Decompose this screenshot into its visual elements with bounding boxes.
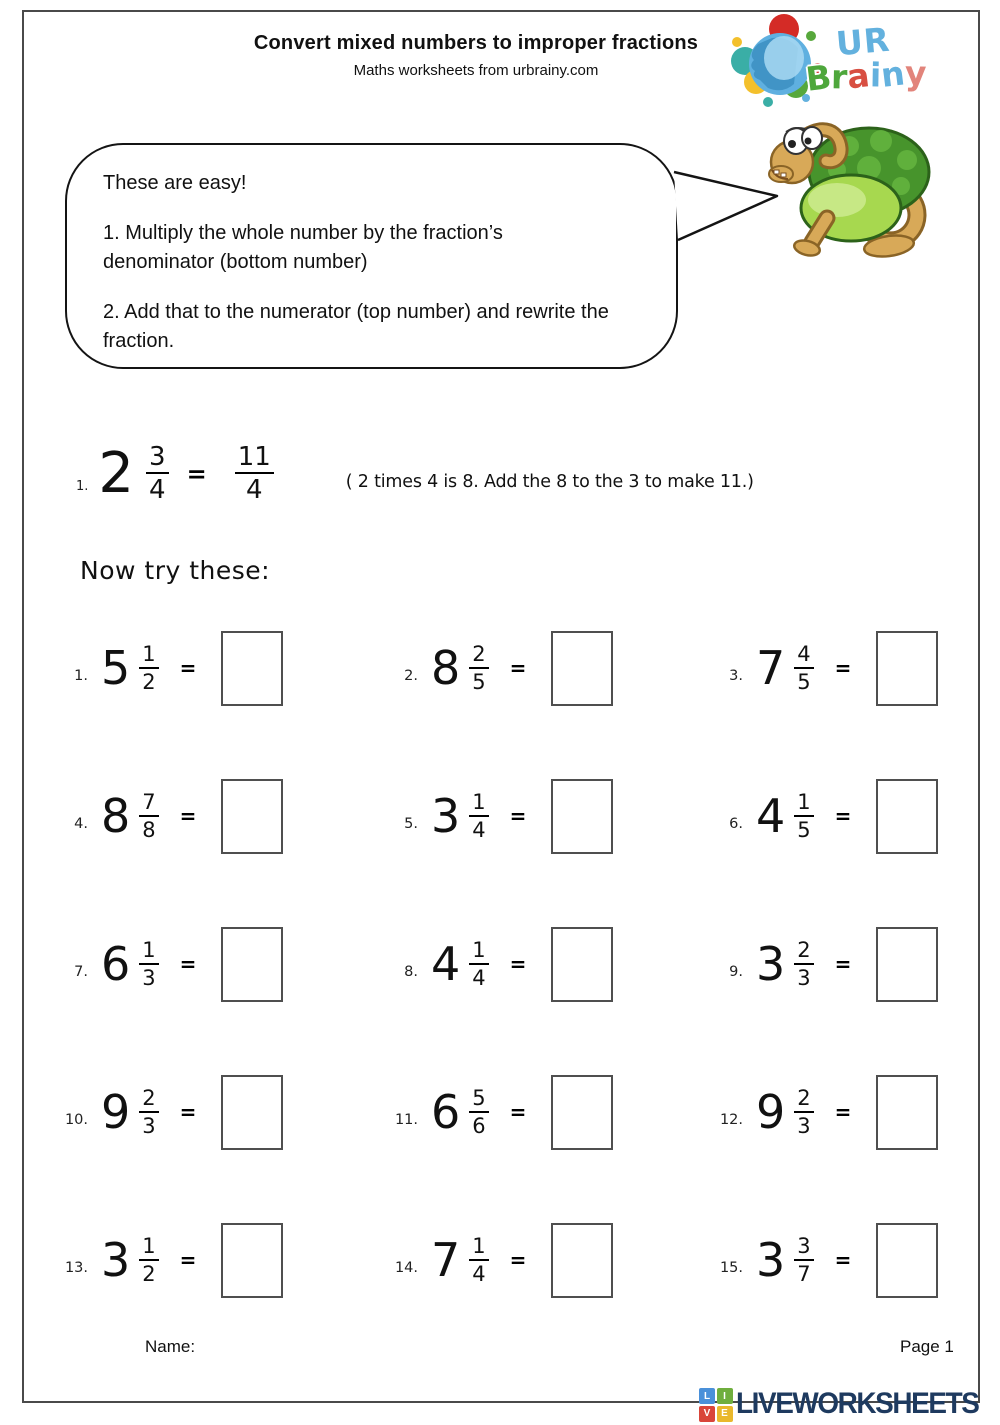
problem-number: 5. bbox=[404, 816, 418, 832]
problem-fraction-numerator: 2 bbox=[794, 1087, 813, 1113]
speech-bubble-tail bbox=[671, 160, 786, 245]
example-result-fraction bbox=[235, 443, 274, 504]
answer-box[interactable] bbox=[551, 631, 613, 706]
liveworksheets-wordmark: LIVEWORKSHEETS bbox=[735, 1387, 978, 1420]
problem-item bbox=[713, 1038, 950, 1186]
problem-number: 2. bbox=[404, 668, 418, 684]
problem-number: 9. bbox=[729, 964, 743, 980]
problem-fraction-denominator: 3 bbox=[142, 1113, 156, 1138]
problem-equals-sign: = bbox=[179, 1248, 197, 1272]
bubble-step2: 2. Add that to the numerator (top number) and rewrite the fraction. bbox=[103, 301, 609, 352]
problem-fraction-denominator: 2 bbox=[142, 1261, 156, 1286]
problem-fraction bbox=[469, 643, 488, 693]
worked-example bbox=[76, 440, 754, 506]
page-title: Convert mixed numbers to improper fractions bbox=[253, 32, 699, 54]
problem-fraction-denominator: 8 bbox=[142, 817, 156, 842]
problem-item bbox=[713, 742, 950, 890]
page-number-label: Page 1 bbox=[900, 1337, 954, 1356]
answer-box[interactable] bbox=[551, 927, 613, 1002]
problem-equals-sign: = bbox=[179, 804, 197, 828]
problem-fraction-denominator: 3 bbox=[142, 965, 156, 990]
problem-fraction-numerator: 4 bbox=[794, 643, 813, 669]
problem-whole-number: 8 bbox=[431, 641, 461, 695]
problem-fraction-numerator: 1 bbox=[139, 643, 158, 669]
problem-fraction bbox=[469, 1235, 488, 1285]
problem-whole-number: 7 bbox=[756, 641, 786, 695]
problem-equals-sign: = bbox=[834, 804, 852, 828]
bubble-step1: 1. Multiply the whole number by the fraction’s denominator (bottom number) bbox=[103, 222, 503, 273]
problem-whole-number: 3 bbox=[756, 1233, 786, 1287]
problem-equals-sign: = bbox=[834, 1100, 852, 1124]
problem-whole-number: 4 bbox=[431, 937, 461, 991]
problem-number: 8. bbox=[404, 964, 418, 980]
problem-item bbox=[388, 1038, 713, 1186]
problem-item bbox=[58, 742, 388, 890]
answer-box[interactable] bbox=[221, 631, 283, 706]
problem-item bbox=[388, 594, 713, 742]
problem-fraction-numerator: 1 bbox=[469, 939, 488, 965]
problem-equals-sign: = bbox=[179, 952, 197, 976]
problem-number: 4. bbox=[74, 816, 88, 832]
problem-fraction bbox=[794, 939, 813, 989]
answer-box[interactable] bbox=[876, 779, 938, 854]
example-fraction-numerator: 3 bbox=[146, 443, 169, 474]
problem-number: 3. bbox=[729, 668, 743, 684]
problem-whole-number: 6 bbox=[101, 937, 131, 991]
problem-fraction bbox=[794, 1087, 813, 1137]
page-subtitle: Maths worksheets from urbrainy.com bbox=[353, 62, 599, 79]
problem-fraction-denominator: 3 bbox=[797, 1113, 811, 1138]
example-result-numerator: 11 bbox=[235, 443, 274, 474]
urbrainy-brainy-text: Brainy bbox=[803, 53, 927, 99]
problem-fraction-denominator: 6 bbox=[472, 1113, 486, 1138]
example-whole-number: 2 bbox=[98, 440, 135, 506]
problem-item bbox=[713, 890, 950, 1038]
problem-number: 12. bbox=[719, 1112, 743, 1128]
problem-fraction bbox=[794, 1235, 813, 1285]
problem-number: 6. bbox=[729, 816, 743, 832]
problem-fraction-denominator: 5 bbox=[797, 669, 811, 694]
answer-box[interactable] bbox=[221, 1223, 283, 1298]
problem-fraction-numerator: 2 bbox=[469, 643, 488, 669]
example-number: 1. bbox=[76, 479, 89, 495]
problem-whole-number: 9 bbox=[101, 1085, 131, 1139]
answer-box[interactable] bbox=[876, 927, 938, 1002]
problem-fraction-numerator: 2 bbox=[794, 939, 813, 965]
problem-whole-number: 3 bbox=[101, 1233, 131, 1287]
problem-equals-sign: = bbox=[834, 952, 852, 976]
problem-fraction-numerator: 1 bbox=[794, 791, 813, 817]
answer-box[interactable] bbox=[221, 1075, 283, 1150]
problem-item bbox=[388, 890, 713, 1038]
problem-item bbox=[58, 1186, 388, 1334]
problem-fraction-numerator: 1 bbox=[469, 791, 488, 817]
example-result-denominator: 4 bbox=[245, 475, 263, 506]
answer-box[interactable] bbox=[221, 927, 283, 1002]
answer-box[interactable] bbox=[551, 1223, 613, 1298]
problem-number: 10. bbox=[64, 1112, 88, 1128]
problem-whole-number: 6 bbox=[431, 1085, 461, 1139]
problem-number: 7. bbox=[74, 964, 88, 980]
instruction-text: Now try these: bbox=[80, 556, 271, 585]
problem-fraction bbox=[139, 1235, 158, 1285]
problem-whole-number: 3 bbox=[756, 937, 786, 991]
urbrainy-logo bbox=[728, 14, 980, 110]
answer-box[interactable] bbox=[876, 631, 938, 706]
problem-fraction-numerator: 1 bbox=[469, 1235, 488, 1261]
problem-fraction-denominator: 5 bbox=[797, 817, 811, 842]
problem-fraction-numerator: 1 bbox=[139, 939, 158, 965]
problem-item bbox=[713, 1186, 950, 1334]
problem-number: 15. bbox=[719, 1260, 743, 1276]
problem-fraction-denominator: 4 bbox=[472, 1261, 486, 1286]
problem-number: 1. bbox=[74, 668, 88, 684]
answer-box[interactable] bbox=[221, 779, 283, 854]
urbrainy-ur-text: UR bbox=[834, 19, 892, 64]
problem-whole-number: 9 bbox=[756, 1085, 786, 1139]
problem-fraction-denominator: 7 bbox=[797, 1261, 811, 1286]
problem-fraction-numerator: 7 bbox=[139, 791, 158, 817]
problem-fraction-numerator: 1 bbox=[139, 1235, 158, 1261]
problem-whole-number: 3 bbox=[431, 789, 461, 843]
problem-fraction-numerator: 3 bbox=[794, 1235, 813, 1261]
example-fraction-denominator: 4 bbox=[149, 475, 166, 506]
problem-equals-sign: = bbox=[834, 656, 852, 680]
name-label: Name: bbox=[145, 1337, 196, 1356]
problem-whole-number: 4 bbox=[756, 789, 786, 843]
bubble-intro: These are easy! bbox=[103, 172, 247, 194]
example-note: ( 2 times 4 is 8. Add the 8 to the 3 to make 11.) bbox=[345, 471, 754, 492]
problem-equals-sign: = bbox=[834, 1248, 852, 1272]
example-equals-sign: = bbox=[186, 459, 207, 488]
problem-item bbox=[58, 594, 388, 742]
problem-item bbox=[58, 890, 388, 1038]
speech-bubble bbox=[65, 143, 678, 369]
answer-box[interactable] bbox=[876, 1075, 938, 1150]
problem-item bbox=[713, 594, 950, 742]
problem-fraction bbox=[794, 791, 813, 841]
problem-equals-sign: = bbox=[179, 1100, 197, 1124]
problem-equals-sign: = bbox=[509, 804, 527, 828]
problem-equals-sign: = bbox=[509, 656, 527, 680]
problem-fraction-denominator: 2 bbox=[142, 669, 156, 694]
problem-equals-sign: = bbox=[509, 1248, 527, 1272]
problem-whole-number: 5 bbox=[101, 641, 131, 695]
problem-fraction bbox=[139, 939, 158, 989]
problem-fraction-denominator: 3 bbox=[797, 965, 811, 990]
problem-fraction-numerator: 2 bbox=[139, 1087, 158, 1113]
problem-fraction bbox=[469, 791, 488, 841]
answer-box[interactable] bbox=[876, 1223, 938, 1298]
turtle-mascot-icon bbox=[765, 120, 937, 272]
problem-fraction-numerator: 5 bbox=[469, 1087, 488, 1113]
problem-fraction-denominator: 4 bbox=[472, 817, 486, 842]
problem-whole-number: 8 bbox=[101, 789, 131, 843]
problem-fraction bbox=[469, 939, 488, 989]
problem-item bbox=[388, 742, 713, 890]
example-fraction bbox=[146, 443, 169, 504]
answer-box[interactable] bbox=[551, 1075, 613, 1150]
answer-box[interactable] bbox=[551, 779, 613, 854]
problem-number: 11. bbox=[394, 1112, 418, 1128]
problem-equals-sign: = bbox=[509, 952, 527, 976]
problems-grid bbox=[58, 594, 950, 1334]
problem-fraction-denominator: 4 bbox=[472, 965, 486, 990]
problem-fraction-denominator: 5 bbox=[472, 669, 486, 694]
problem-equals-sign: = bbox=[509, 1100, 527, 1124]
liveworksheets-grid-icon: L I V E bbox=[699, 1388, 733, 1422]
problem-item bbox=[388, 1186, 713, 1334]
problem-fraction bbox=[139, 643, 158, 693]
problem-whole-number: 7 bbox=[431, 1233, 461, 1287]
problem-fraction bbox=[139, 1087, 158, 1137]
problem-number: 13. bbox=[64, 1260, 88, 1276]
problem-fraction bbox=[139, 791, 158, 841]
problem-fraction bbox=[469, 1087, 488, 1137]
problem-fraction bbox=[794, 643, 813, 693]
problem-number: 14. bbox=[394, 1260, 418, 1276]
problem-equals-sign: = bbox=[179, 656, 197, 680]
liveworksheets-logo bbox=[699, 1386, 996, 1422]
problem-item bbox=[58, 1038, 388, 1186]
